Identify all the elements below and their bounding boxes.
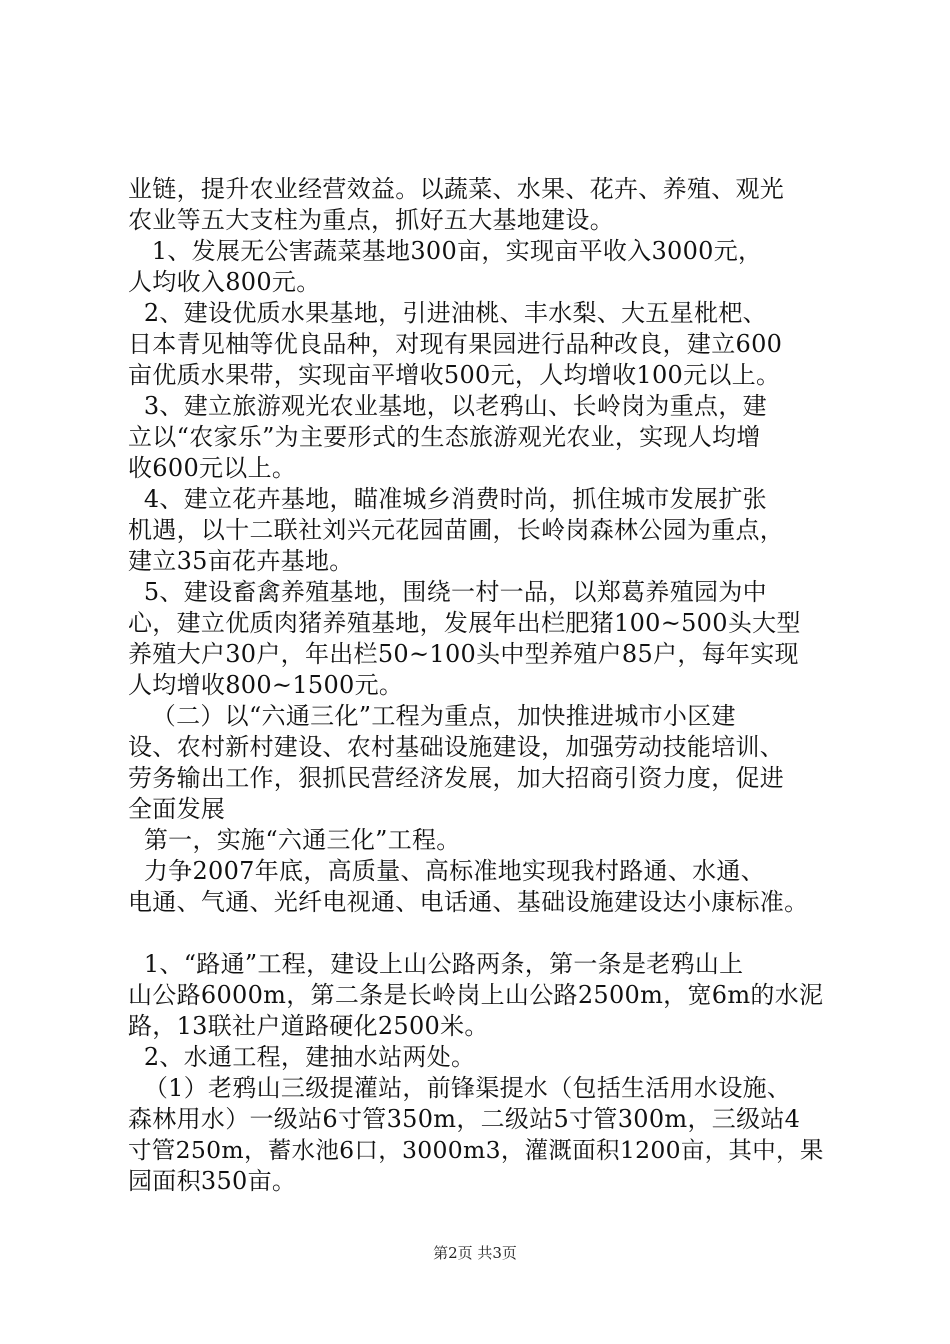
body-line: 建立35亩花卉基地。 [128,547,354,575]
body-line: 第一，实施“六通三化”工程。 [128,826,461,854]
body-line: 人均收入800元。 [128,268,321,296]
body-line: 设、农村新村建设、农村基础设施建设，加强劳动技能培训、 [128,733,785,761]
body-line: 养殖大户30户，年出栏50~100头中型养殖户85户，每年实现 [128,640,799,668]
body-line: 园面积350亩。 [128,1167,297,1195]
body-line: 心，建立优质肉猪养殖基地，发展年出栏肥猪100~500头大型 [128,609,801,637]
body-line: 日本青见柚等优良品种，对现有果园进行品种改良，建立600 [128,330,783,358]
body-line: （二）以“六通三化”工程为重点，加快推进城市小区建 [128,702,736,730]
body-line: 亩优质水果带，实现亩平增收500元，人均增收100元以上。 [128,361,781,389]
body-line: 人均增收800~1500元。 [128,671,404,699]
body-line: 农业等五大支柱为重点，抓好五大基地建设。 [128,206,614,234]
body-line: 5、建设畜禽养殖基地，围绕一村一品，以郑葛养殖园为中 [128,578,767,606]
body-line: 力争2007年底，高质量、高标准地实现我村路通、水通、 [128,857,766,885]
body-line: 机遇，以十二联社刘兴元花园苗圃，长岭岗森林公园为重点， [128,516,785,544]
body-line: 1、“路通”工程，建设上山公路两条，第一条是老鸦山上 [128,950,744,978]
body-line: （1）老鸦山三级提灌站，前锋渠提水（包括生活用水设施、 [128,1074,792,1102]
body-line: 全面发展 [128,795,226,823]
body-line: 2、水通工程，建抽水站两处。 [128,1043,476,1071]
body-line: 1、发展无公害蔬菜基地300亩，实现亩平收入3000元， [128,237,763,265]
body-line: 寸管250m，蓄水池6口，3000m3，灌溉面积1200亩，其中，果 [128,1136,824,1164]
body-line: 4、建立花卉基地，瞄准城乡消费时尚，抓住城市发展扩张 [128,485,767,513]
body-line: 3、建立旅游观光农业基地，以老鸦山、长岭岗为重点，建 [128,392,767,420]
body-line: 2、建设优质水果基地，引进油桃、丰水梨、大五星枇杷、 [128,299,767,327]
body-line: 电通、气通、光纤电视通、电话通、基础设施建设达小康标准。 [128,888,809,916]
body-line: 收600元以上。 [128,454,297,482]
body-line: 劳务输出工作，狠抓民营经济发展，加大招商引资力度，促进 [128,764,785,792]
document-body [128,174,828,1197]
body-line: 路，13联社户道路硬化2500米。 [128,1012,489,1040]
blank-line [128,918,828,949]
page-number-footer: 第2页 共3页 [433,1244,517,1262]
body-line: 森林用水）一级站6寸管350m，二级站5寸管300m，三级站4 [128,1105,801,1133]
body-line: 山公路6000m，第二条是长岭岗上山公路2500m，宽6m的水泥 [128,981,824,1009]
body-line: 立以“农家乐”为主要形式的生态旅游观光农业，实现人均增 [128,423,761,451]
body-line: 业链，提升农业经营效益。以蔬菜、水果、花卉、养殖、观光 [128,175,785,203]
